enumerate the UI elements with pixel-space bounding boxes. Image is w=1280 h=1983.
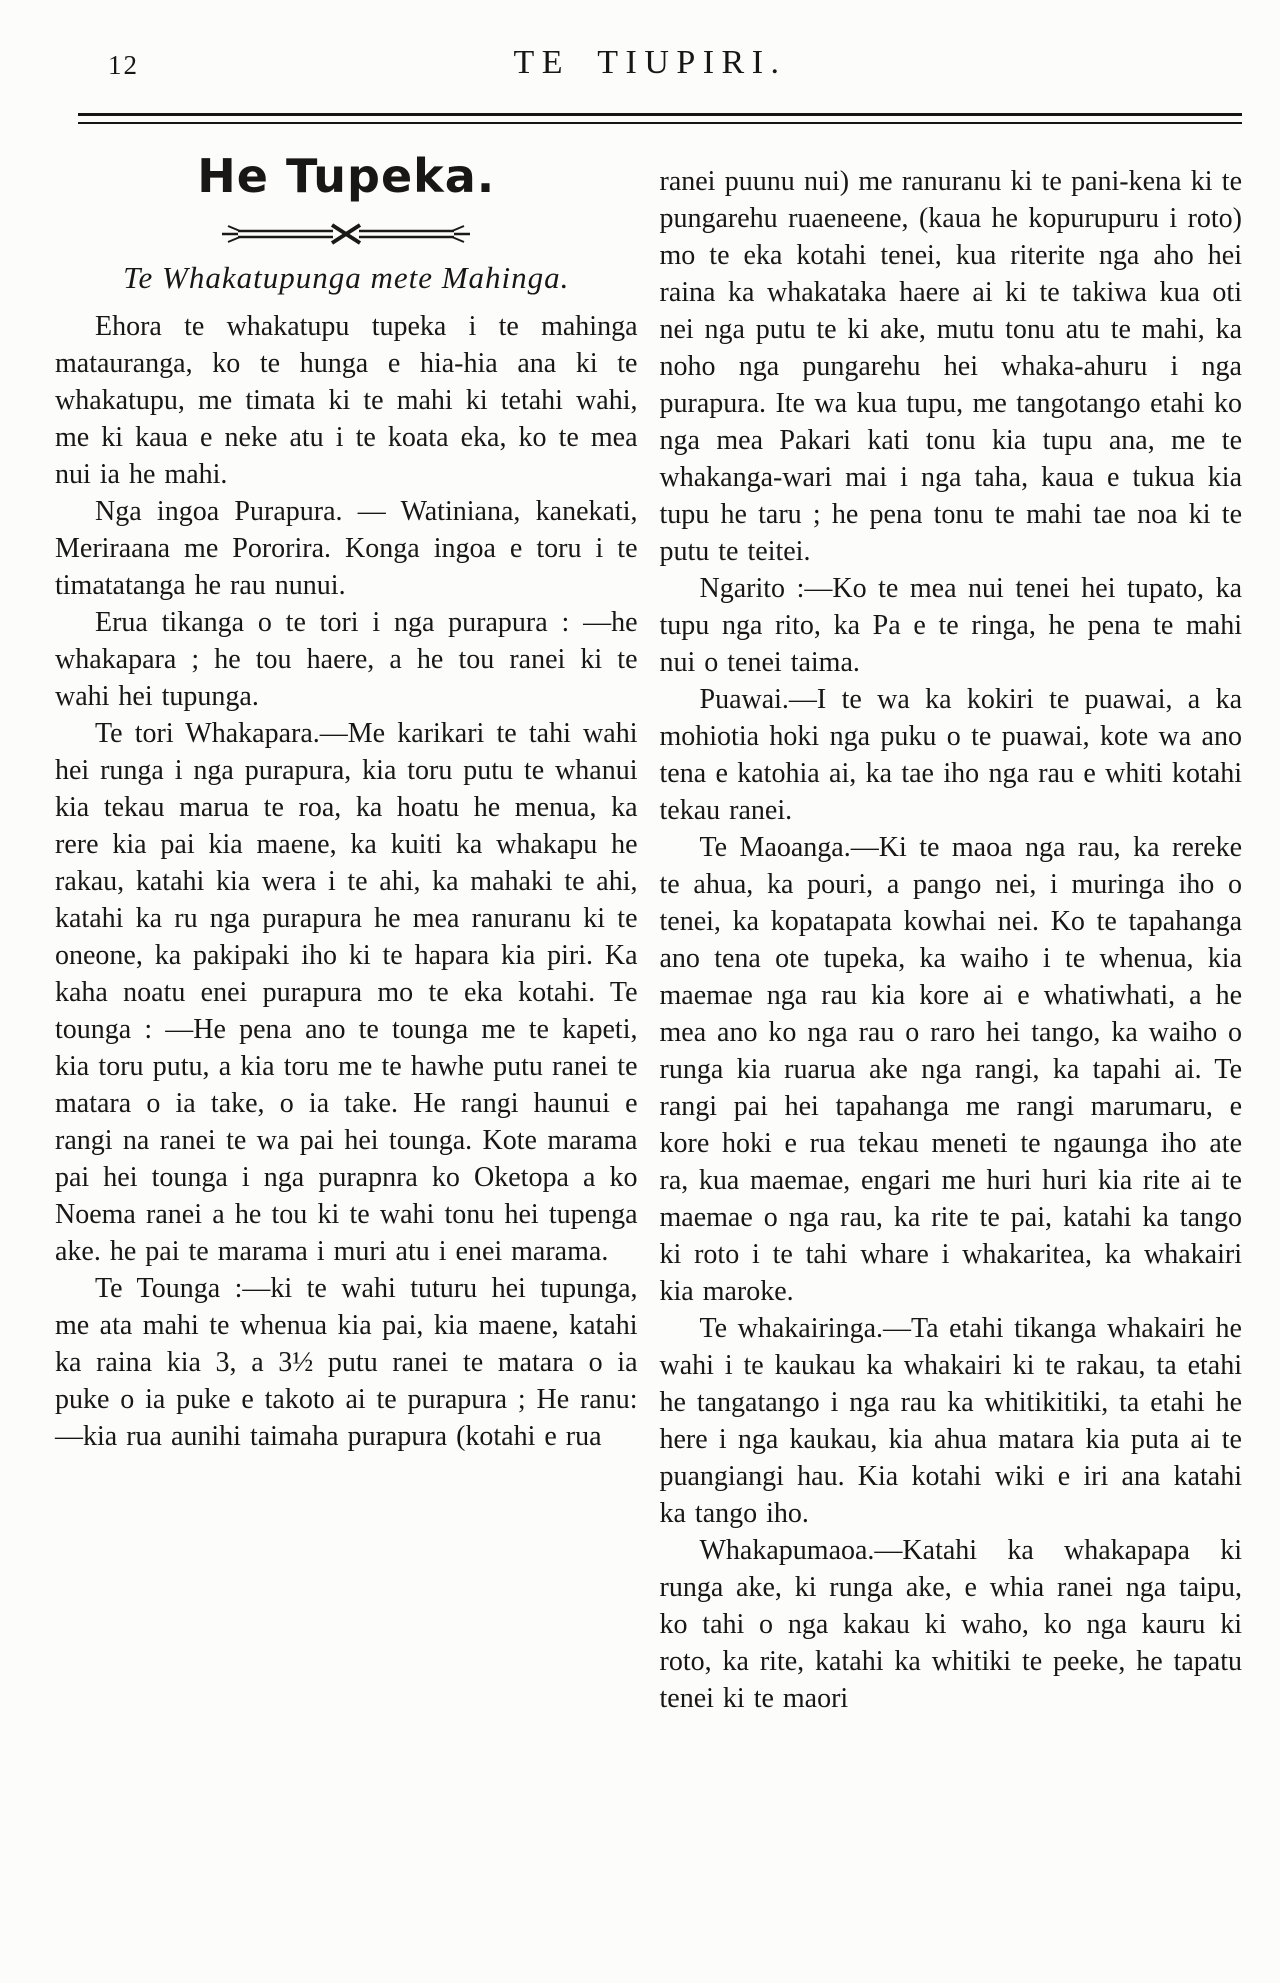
paragraph: Te Maoanga.—Ki te maoa nga rau, ka rereke te ahua, ka pouri, a pango nei, i muringa iho o tenei, ka kopatapata kowhai nei. Ko te tapahanga ano tena ote tupeka, ka waiho i te whenua, kia maemae nga rau kia kore ai e whatiwhati, a he mea ano ko nga rau o raro hei tango, ka waiho o runga kia ruarua ake nga rangi, ka tapahi ai. Te rangi pai hei tapahanga me rangi marumaru, e kore hoki e rua tekau meneti te ngaunga iho ate ra, kua maemae, engari me huri huri kia rite ai te maemae o nga rau, ka rite te pai, katahi ka tango ki roto i te tahi whare i whakaritea, ka whakairi kia maroke. [659, 832, 1242, 1307]
paragraph: Whakapumaoa.—Katahi ka whakapapa ki runga ake, ki runga ake, e whia ranei nga taipu, ko tahi o nga kakau ki waho, ko nga kauru ki roto, ka rite, katahi ka whitiki te peeke, he tapatu tenei ki te maori [659, 1535, 1242, 1714]
page-number: 12 [108, 50, 139, 80]
ornamental-x-rule-icon [220, 221, 472, 247]
paragraph: Te Tounga :—ki te wahi tuturu hei tupunga, me ata mahi te whenua kia pai, kia maene, katahi ka raina kia 3, a 3½ putu ranei te matara o ia puke o ia puke e takoto ai te purapura ; He ranu:—kia rua aunihi taimaha purapura (kotahi e rua [55, 1273, 638, 1452]
header-double-rule [78, 113, 1242, 124]
right-column-paragraphs [660, 163, 1243, 1717]
paragraph: Erua tikanga o te tori i nga purapura : —he whakapara ; he tou haere, a he tou ranei ki te wahi hei tupunga. [55, 607, 638, 712]
left-column-paragraphs [55, 308, 638, 1455]
article-subtitle: Te Whakatupunga mete Mahinga. [123, 260, 570, 295]
paragraph: Te whakairinga.—Ta etahi tikanga whakairi he wahi i te kaukau ka whakairi ki te rakau, ta etahi he tangatango i nga rau ka whitikitiki, ta etahi he here i nga kaukau, kia ahua matara kia puta ai te puangiangi hau. Kia kotahi wiki e iri ana katahi ka tango iho. [659, 1313, 1242, 1529]
paragraph: ranei puunu nui) me ranuranu ki te pani-kena ki te pungarehu ruaeneene, (kaua he kopurupuru i roto) mo te eka kotahi tenei, kua riterite nga aho hei raina ka whakataka haere ai ki te takiwa kua oti nei nga putu te ki ake, mutu tonu atu te mahi, ka noho nga pungarehu hei whaka-ahuru i nga purapura. Ite wa kua tupu, me tangotango etahi ko nga mea Pakari kati tonu kia tupu ana, me te whakanga-wari mai i nga taha, kaua e tukua kia tupu he taru ; he pena tonu te mahi tae noa ki te putu te teitei. [659, 166, 1242, 567]
paragraph: Nga ingoa Purapura. — Watiniana, kanekati, Meriraana me Pororira. Konga ingoa e toru i te timatatanga he rau nunui. [55, 496, 638, 601]
article-body [55, 135, 1242, 1717]
masthead-title: TE TIUPIRI. [513, 44, 787, 81]
right-column [660, 135, 1243, 1717]
article-title: He Tupeka. [197, 149, 496, 203]
paragraph: Puawai.—I te wa ka kokiri te puawai, a ka mohiotia hoki nga puku o te puawai, kote wa ano tena e katohia ai, ka tae iho nga rau e whiti kotahi tekau ranei. [659, 684, 1242, 826]
ornamental-divider [55, 221, 638, 252]
paragraph: Te tori Whakapara.—Me karikari te tahi wahi hei runga i nga purapura, kia toru putu te whanui kia tekau marua te roa, ka hoatu he menua, ka rere kia pai kia maene, ka kuiti ka whakapu he rakau, katahi kia wera i te ahi, ka mahaki te ahi, katahi ka ru nga purapura he mea ranuranu ki te oneone, ka pakipaki iho ki te hapara kia piri. Ka kaha noatu enei purapura mo te eka kotahi. Te tounga : —He pena ano te tounga me te kapeti, kia toru putu, a kia toru me te hawhe putu ranei te matara o ia take, o ia take. He rangi haunui e rangi na ranei te wa pai hei tounga. Kote marama pai hei tounga i nga purapnra ko Oketopa a ko Noema ranei a he tou ki te wahi tonu hei tupenga ake. he pai te marama i muri atu i enei marama. [55, 718, 638, 1267]
paragraph: Ngarito :—Ko te mea nui tenei hei tupato, ka tupu nga rito, ka Pa e te ringa, he pena te mahi nui o tenei taima. [659, 573, 1242, 678]
paragraph: Ehora te whakatupu tupeka i te mahinga matauranga, ko te hunga e hia-hia ana ki te whakatupu, me timata ki te mahi ki tetahi wahi, me ki kaua e neke atu i te koata eka, ko te mea nui ia he mahi. [55, 311, 638, 490]
left-column [55, 135, 638, 1717]
